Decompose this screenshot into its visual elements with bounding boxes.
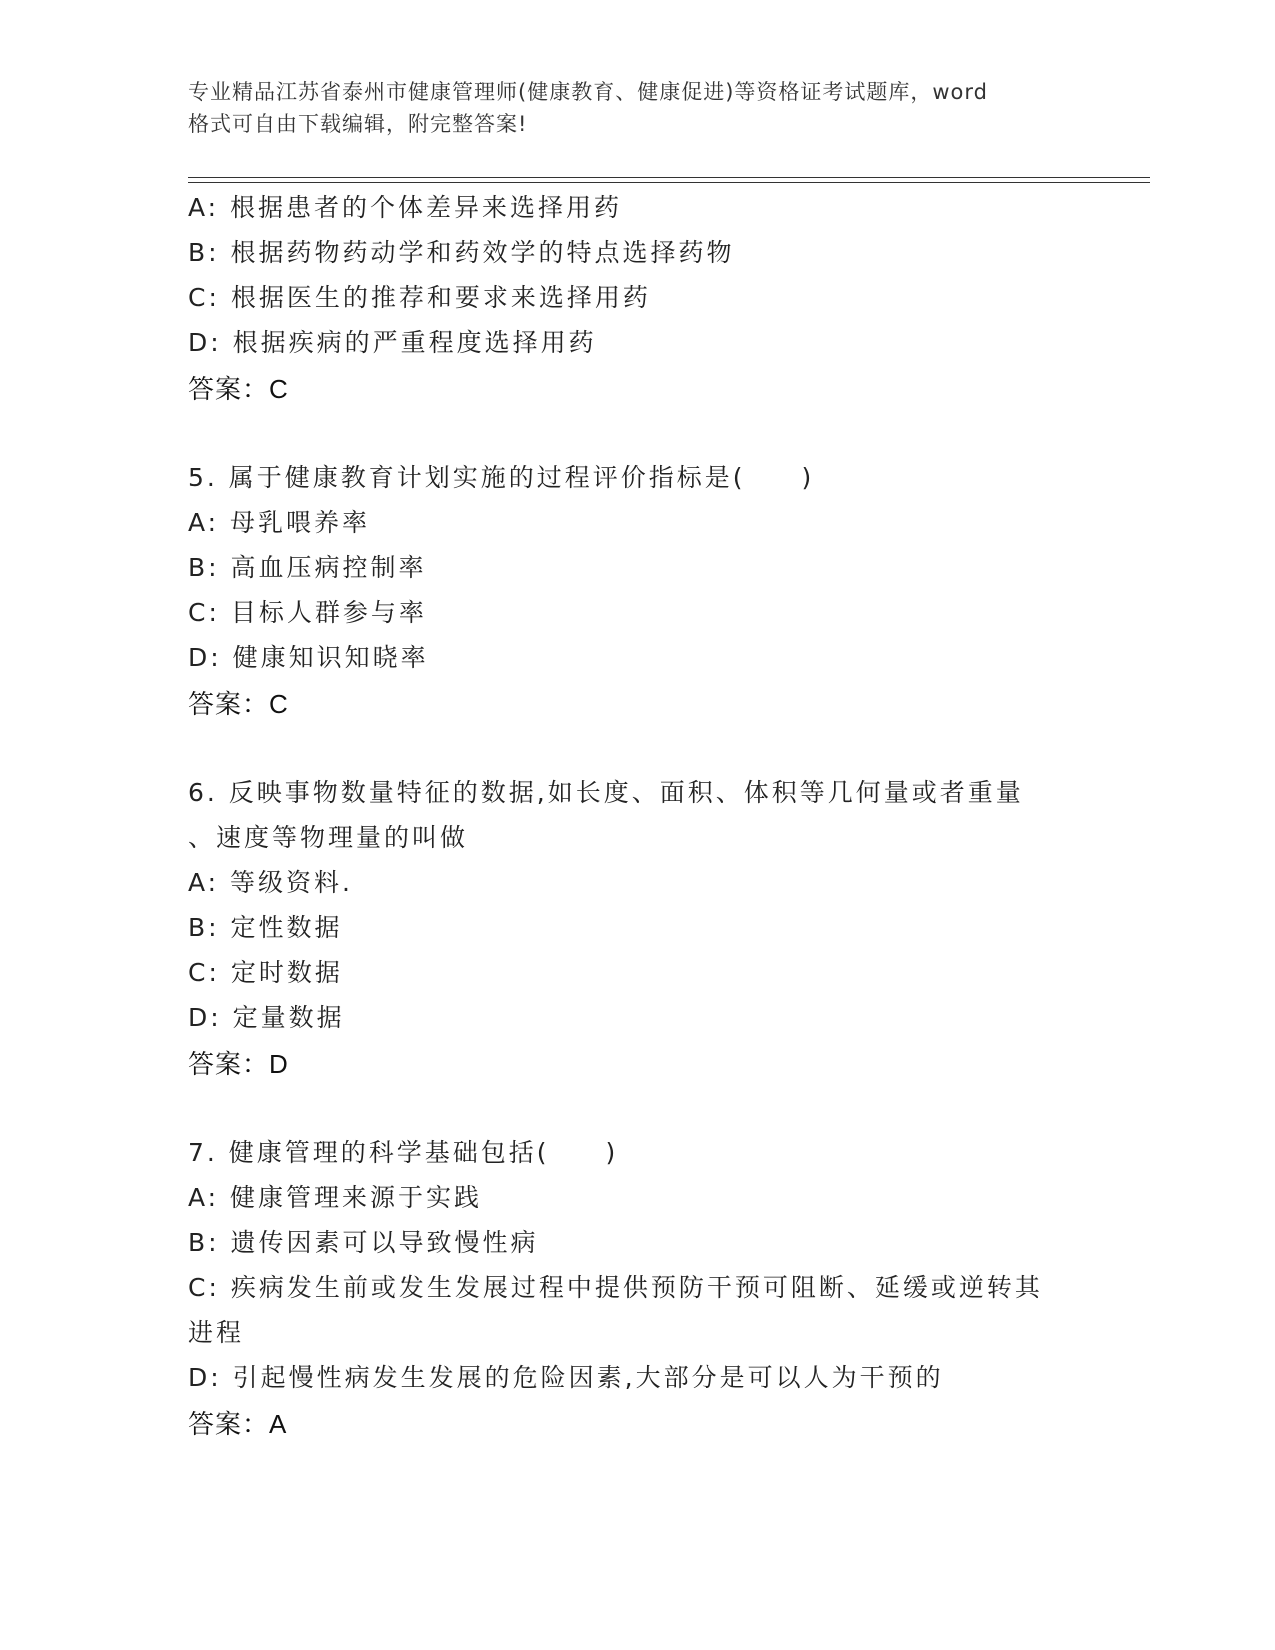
q7-option-a: A: 健康管理来源于实践 <box>188 1183 483 1212</box>
q7-answer: 答案：A <box>188 1409 288 1439</box>
q4-answer: 答案：C <box>188 374 289 404</box>
q6-option-b: B: 定性数据 <box>188 913 343 942</box>
q5-option-c: C: 目标人群参与率 <box>188 598 427 627</box>
q4-option-b: B: 根据药物药动学和药效学的特点选择药物 <box>188 238 735 267</box>
document-header <box>188 76 1088 140</box>
q7-option-d: D: 引起慢性病发生发展的危险因素,大部分是可以人为干预的 <box>188 1363 944 1392</box>
q7-option-c: C: 疾病发生前或发生发展过程中提供预防干预可阻断、延缓或逆转其 <box>188 1273 1043 1302</box>
header-rule-bottom <box>188 182 1150 183</box>
q5-option-d: D: 健康知识知晓率 <box>188 643 429 672</box>
header-line-2: 格式可自由下载编辑，附完整答案! <box>188 112 528 136</box>
q6-stem-line-2: 、速度等物理量的叫做 <box>188 823 469 852</box>
q6-option-d: D: 定量数据 <box>188 1003 345 1032</box>
header-rule-top <box>188 177 1150 178</box>
q6-stem-line-1: 6. 反映事物数量特征的数据,如长度、面积、体积等几何量或者重量 <box>188 778 1024 807</box>
q7-option-c-continued: 进程 <box>188 1318 245 1347</box>
q4-option-c: C: 根据医生的推荐和要求来选择用药 <box>188 283 651 312</box>
q7-option-b: B: 遗传因素可以导致慢性病 <box>188 1228 539 1257</box>
q7-stem: 7. 健康管理的科学基础包括( ) <box>188 1138 619 1167</box>
q5-option-a: A: 母乳喂养率 <box>188 508 371 537</box>
q5-stem: 5. 属于健康教育计划实施的过程评价指标是( ) <box>188 463 815 492</box>
header-line-1: 专业精品江苏省泰州市健康管理师(健康教育、健康促进)等资格证考试题库，word <box>188 80 989 104</box>
q4-option-a: A: 根据患者的个体差异来选择用药 <box>188 193 623 222</box>
q5-answer: 答案：C <box>188 689 289 719</box>
q6-option-a: A: 等级资料. <box>188 868 353 897</box>
q4-option-d: D: 根据疾病的严重程度选择用药 <box>188 328 597 357</box>
q5-option-b: B: 高血压病控制率 <box>188 553 427 582</box>
q6-answer: 答案：D <box>188 1049 289 1079</box>
q6-option-c: C: 定时数据 <box>188 958 343 987</box>
